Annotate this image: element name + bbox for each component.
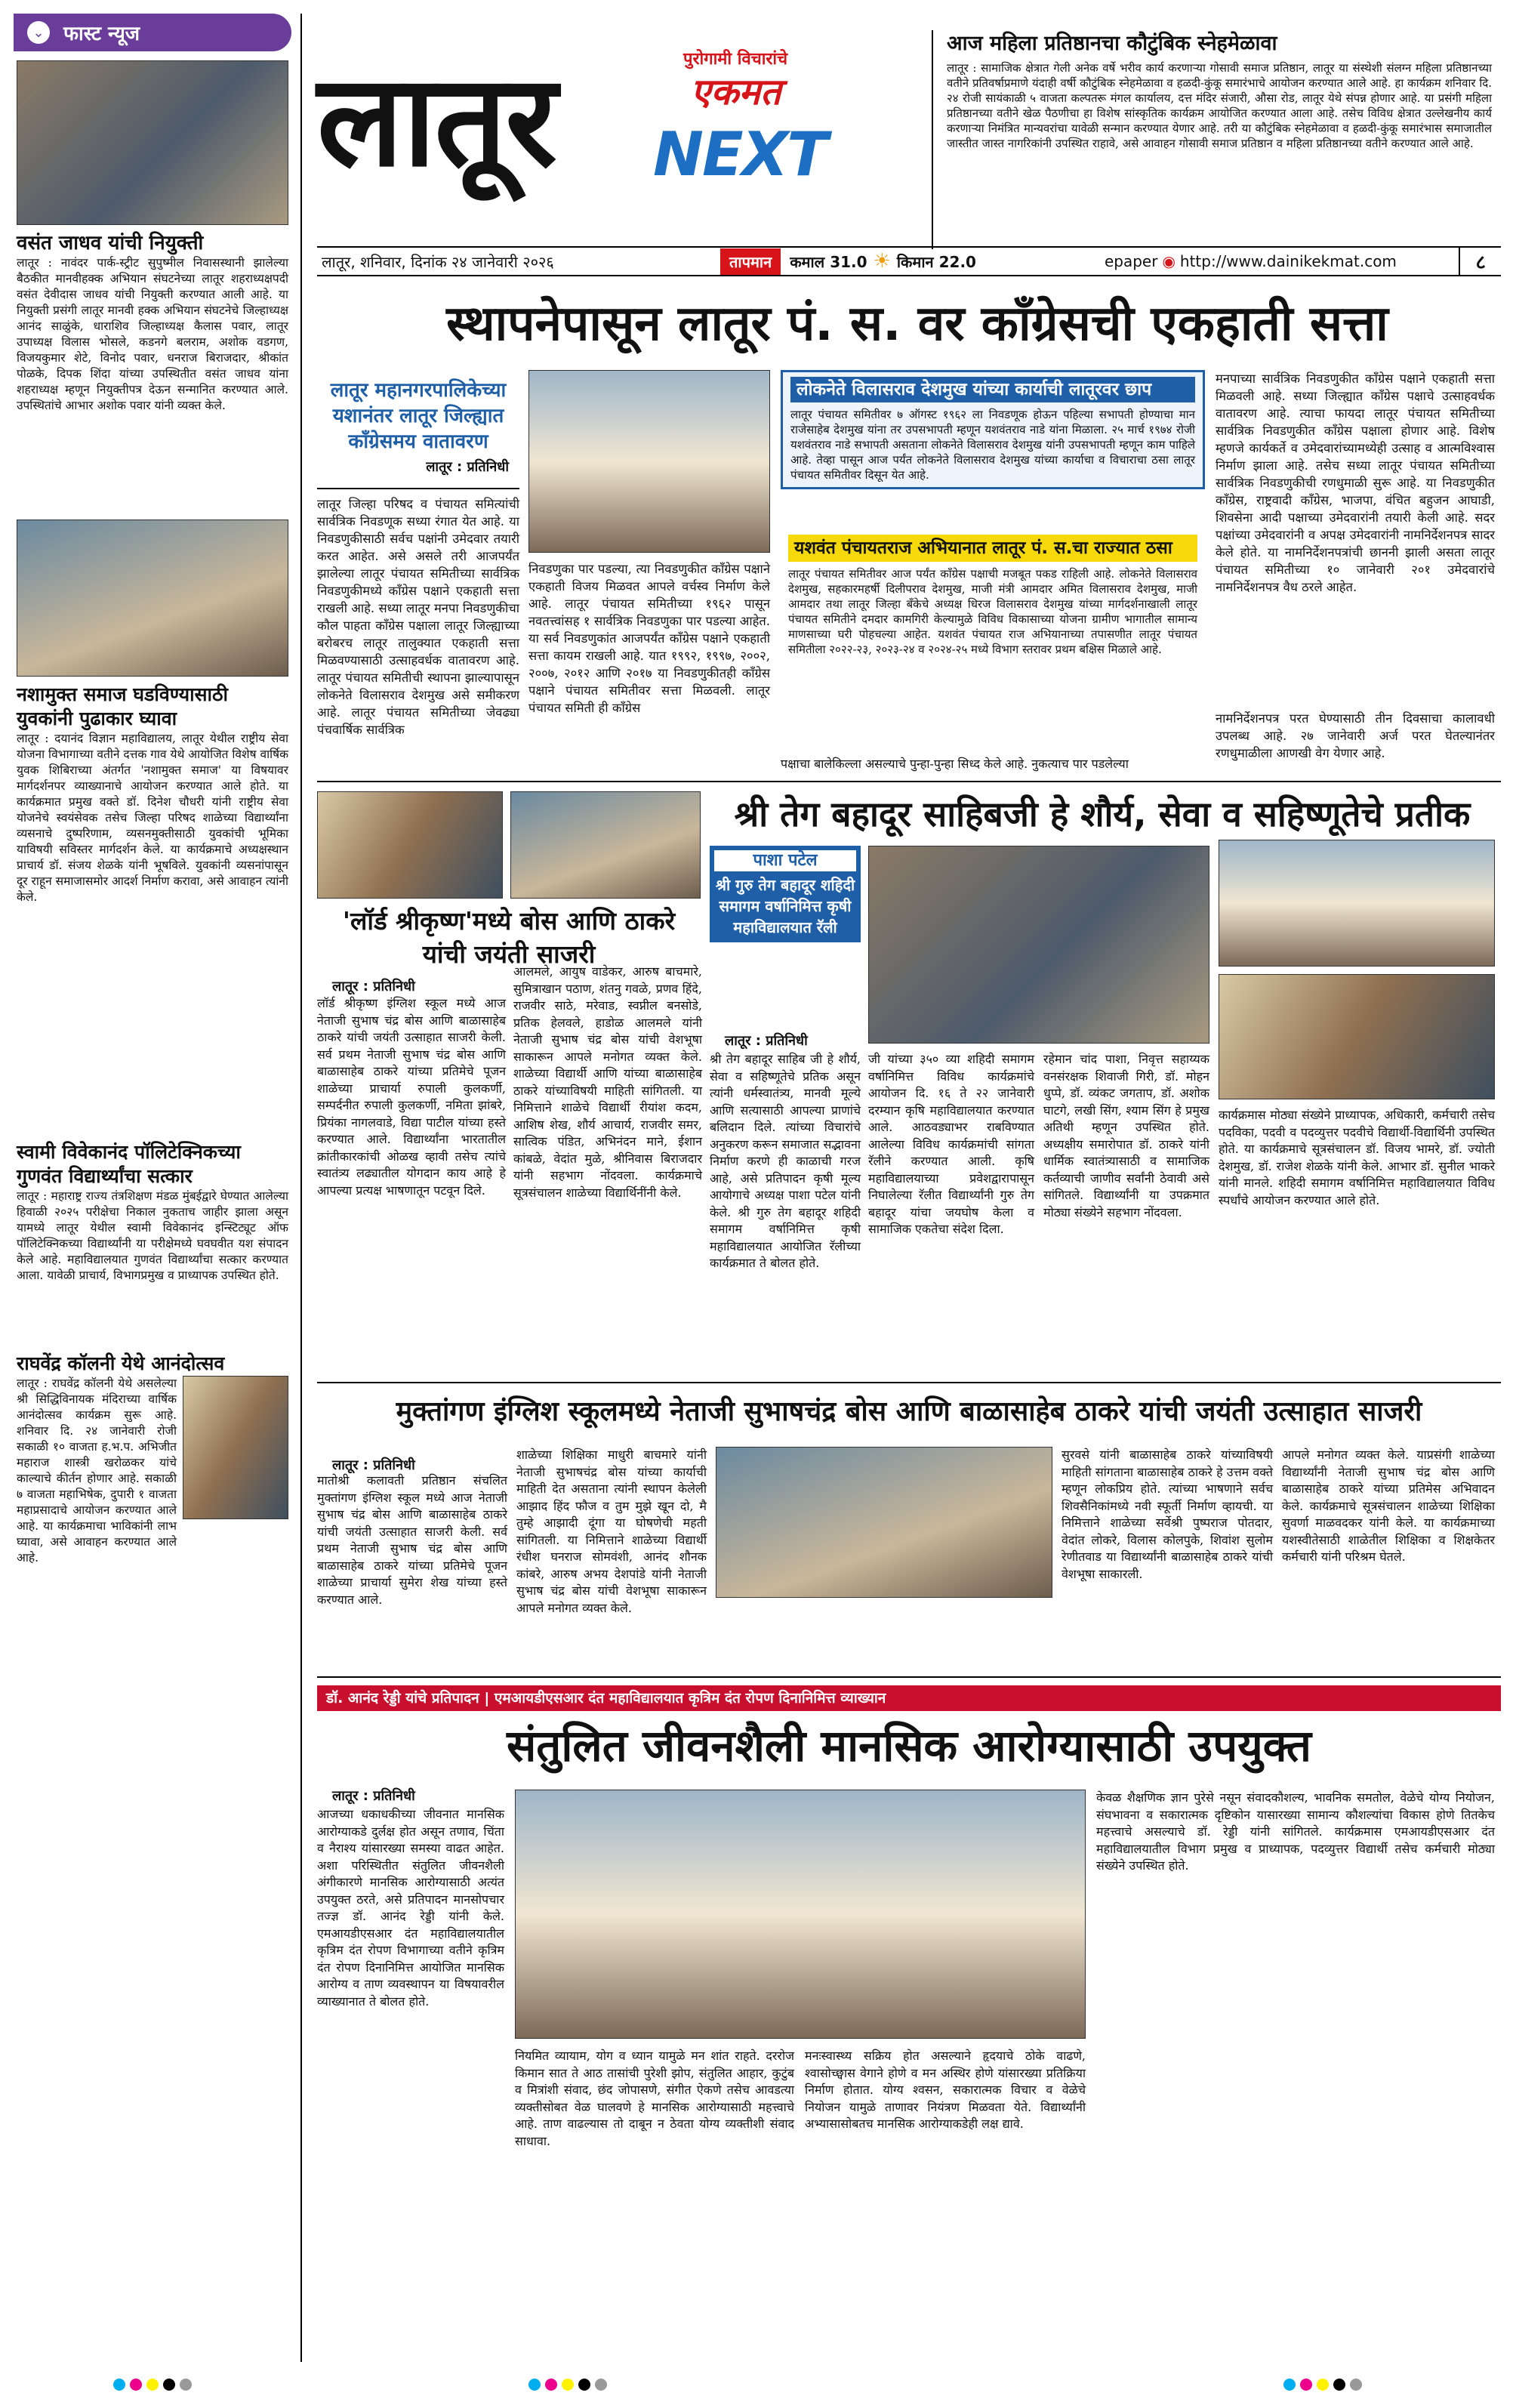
story3-photo-2 bbox=[510, 791, 701, 899]
page-number: ८ bbox=[1459, 248, 1501, 275]
story4-body3: सुरवसे यांनी बाळासाहेब ठाकरे यांच्याविषयी माहिती सांगताना बाळासाहेब ठाकरे हे उत्तम वक्ते म्हणून लोकप्रिय होते. त्यांच्या भाषणाने सर्वच शिवसैनिकांमध्ये नवी स्फूर्ती निर्माण व्हायची. या निमित्ताने शाळेच्या सर्वेश्री पुष्पराज पोतदार, वेदांत लोकरे, विलास कोलपुके, शिवांश सुलोम रेणीतवाड या विद्यार्थ्यांनी बाळासाहेब ठाकरे यांची वेशभूषा साकारली. bbox=[1062, 1448, 1273, 1581]
fast-news-item-2 bbox=[17, 683, 288, 905]
sidebar-divider bbox=[300, 14, 302, 2362]
story1-tail: पक्षाचा बालेकिल्ला असल्याचे पुन्हा-पुन्हा सिध्द केले आहे. नुकत्याच पार पडलेल्या bbox=[781, 757, 1129, 771]
story3-photo-1 bbox=[317, 791, 503, 899]
story1-col3: मनपाच्या सार्वत्रिक निवडणुकीत काँग्रेस पक्षाने एकहाती सत्ता मिळवली आहे. सध्या जिल्ह्यात काँग्रेस पक्षाचे उत्साहवर्धक वातावरण आहे. त्याचा फायदा लातूर पंचायत समितीच्या सार्वत्रिक निवडणुकीत काँग्रेस पक्षाला होणार आहे. विशेष म्हणजे कार्यकर्ते व उमेदवारांच्यामध्येही उत्साह व आत्मविश्वास निर्माण झाला आहे. तसेच सध्या लातूर पंचायत समितीच्या सार्वत्रिक निवडणुकीची रणधुमाळी सुरू आहे. या निवडणुकीत काँग्रेस, राष्ट्रवादी काँग्रेस, भाजपा, वंचित बहुजन आघाडी, शिवसेना आदी पक्षाच्या उमेदवारांनी तयारी केली आहे. सदर पक्षांच्या उमेदवारांनी व अपक्ष उमेदवारांनी नामनिर्देशनपत्र सादर केले होते. या नामनिर्देशनपत्रांची छाननी झाली असता लातूर पंचायत समितीच्या १० जानेवारी २०१ उमेदवारांचे नामनिर्देशनपत्र वैध ठरले आहेत. bbox=[1216, 372, 1495, 594]
story4-headline: मुक्तांगण इंग्लिश स्कूलमध्ये नेताजी सुभाषचंद्र बोस आणि बाळासाहेब ठाकरे यांची जयंती उत्साहात साजरी bbox=[396, 1396, 1422, 1427]
masthead-title: लातूर bbox=[317, 47, 556, 195]
fast-news-item-body: लातूर : महाराष्ट्र राज्य तंत्रशिक्षण मंडळ मुंबईद्वारे घेण्यात आलेल्या हिवाळी २०२५ परीक्षेचा निकाल नुकताच जाहीर झाला असून यामध्ये लातूर येथील स्वामी विवेकानंद इन्स्टिट्यूट ऑफ पॉलिटेक्निकच्या विद्यार्थ्यांनी या परीक्षेमध्ये घवघवीत यश संपादन केले आहे. महाविद्यालयात गुणवंत विद्यार्थ्यांचा सत्कार करण्यात आला. यावेळी प्राचार्य, विभागप्रमुख व प्राध्यापक उपस्थित होते. bbox=[17, 1189, 288, 1282]
fast-news-item-title: वसंत जाधव यांची नियुक्ती bbox=[17, 232, 204, 254]
website-link[interactable]: http://www.dainikekmat.com bbox=[1179, 252, 1397, 270]
story1-box2-title: यशवंत पंचायतराज अभियानात लातूर पं. स.चा राज्यात ठसा bbox=[788, 535, 1197, 562]
fast-news-item-title: राघवेंद्र कॉलनी येथे आनंदोत्सव bbox=[17, 1352, 225, 1374]
story1-box1-title: लोकनेते विलासराव देशमुख यांच्या कार्याची लातूरवर छाप bbox=[790, 377, 1195, 402]
story1-headline: स्थापनेपासून लातूर पं. स. वर काँग्रेसची एकहाती सत्ता bbox=[446, 296, 1388, 352]
dateline-bar bbox=[317, 246, 1501, 276]
story1-col1: लातूर जिल्हा परिषद व पंचायत समित्यांची सार्वत्रिक निवडणूक सध्या रंगात येत आहे. या निवडणुकीसाठी सर्वच पक्षांनी उमेदवार तयारी करत आहेत. असे असले तरी आजपर्यंत झालेल्या लातूर पंचायत समितीच्या सार्वत्रिक निवडणुकीमध्ये काँग्रेस पक्षाने एकहाती सत्ता राखली आहे. सध्या लातूर मनपा निवडणुकीचा कौल पाहता काँग्रेस पक्षाला लातूर जिल्ह्याच्या बरोबरच लातूर तालुक्यात एकहाती सत्ता मिळवण्यासाठी उत्साहवर्धक वातावरण आहे. लातूर पंचायत समितीची स्थापना झाल्यापासून लोकनेते विलासराव देशमुख असे समीकरण आहे. लातूर पंचायत समितीच्या जेवढ्या पंचवार्षिक सार्वत्रिक bbox=[317, 497, 519, 737]
story1-col4-end: नामनिर्देशनपत्र परत घेण्यासाठी तीन दिवसाचा कालावधी उपलब्ध आहे. २७ जानेवारी अर्ज परत घेतल्यानंतर रणधुमाळीला आणखी वेग येणार आहे. bbox=[1216, 711, 1495, 760]
story3-body1: लॉर्ड श्रीकृष्ण इंग्लिश स्कूल मध्ये आज नेताजी सुभाष चंद्र बोस आणि बाळासाहेब ठाकरे यांची जयंती उत्साहात साजरी केली. सर्व प्रथम नेताजी सुभाष चंद्र बोस आणि बाळासाहेब ठाकरे यांच्या प्रतिमेचे पूजन शाळेच्या प्राचार्या रुपाली कुलकर्णी, सम्पर्दनीत रुपाली कुलकर्णी, नमिता झांबरे, प्रियंका नागलवाडे, विद्या पाटील यांच्या हस्ते करण्यात आले. विद्यार्थ्यांना भारतातील क्रांतीकारकांची ओळख व्हावी तसेच त्यांचे स्वातंत्र्य लढ्यातील योगदान काय आहे हे आपल्या प्रत्यक्ष भाषणातून पटवून दिले. bbox=[317, 996, 506, 1198]
story5-strap: डॉ. आनंद रेड्डी यांचे प्रतिपादन | एमआयडीएसआर दंत महाविद्यालयात कृत्रिम दंत रोपण दिनानिमित्त व्याख्यान bbox=[317, 1685, 1501, 1711]
story5-body3: मनःस्वास्थ्य सक्रिय होत असल्याने हृदयाचे ठोके वाढणे, श्वासोच्छ्वास वेगाने होणे व मन अस्थिर होणे यांसारख्या प्रतिक्रिया निर्माण होतात. योग्य श्वसन, सकारात्मक विचार व वेळेचे नियोजन यामुळे ताणावर नियंत्रण मिळवता येते. विद्यार्थ्यांनी अभ्यासासोबतच मानसिक आरोग्याकडेही लक्ष द्यावे. bbox=[805, 2049, 1086, 2131]
registration-marks-right bbox=[1283, 2379, 1367, 2394]
story2-kicker: श्री गुरु तेग बहादूर शहिदी समागम वर्षानिमित्त कृषी महाविद्यालयात रॅली bbox=[715, 876, 855, 936]
story5-body2: नियमित व्यायाम, योग व ध्यान यामुळे मन शांत राहते. दररोज किमान सात ते आठ तासांची पुरेशी झोप, संतुलित आहार, कुटुंब व मित्रांशी संवाद, छंद जोपासणे, संगीत ऐकणे तसेच आवडत्या व्यक्तीसोबत वेळ घालवणे हे मानसिक आरोग्यासाठी महत्त्वाचे आहे. ताण वाढल्यास तो दाबून न ठेवता योग्य व्यक्तीशी संवाद साधावा. bbox=[515, 2049, 794, 2148]
story4-body1: मातोश्री कलावती प्रतिष्ठान संचलित मुक्तांगण इंग्लिश स्कूल मध्ये आज नेताजी सुभाष चंद्र बोस आणि बाळासाहेब ठाकरे यांची जयंती उत्साहात साजरी केली. सर्व प्रथम नेताजी सुभाष चंद्र बोस आणि बाळासाहेब ठाकरे यांच्या प्रतिमेचे पूजन शाळेच्या प्राचार्या सुमेरा शेख यांच्या हस्ते करण्यात आले. bbox=[317, 1473, 507, 1607]
registration-marks-center bbox=[528, 2379, 612, 2394]
story2-body3: रहेमान चांद पाशा, निवृत्त सहाय्यक वनसंरक्षक शिवाजी गिरी, डॉ. मोहन धुप्पे, डॉ. व्यंकट जगताप, डॉ. अशोक घाटगे, लखी सिंग, श्याम सिंग हे प्रमुख अतिथी म्हणून उपस्थित होते. अध्यक्षीय समारोपात डॉ. ठाकरे यांनी धार्मिक स्वातंत्र्यासाठी व सामाजिक कर्तव्याची जाणीव सर्वांनी ठेवावी असे सांगितले. विद्यार्थ्यांनी या उपक्रमात मोठ्या संख्येने सहभाग नोंदवला. bbox=[1043, 1052, 1209, 1219]
story5-body1: आजच्या धकाधकीच्या जीवनात मानसिक आरोग्याकडे दुर्लक्ष होत असून तणाव, चिंता व नैराश्य यांसारख्या समस्या वाढत आहेत. अशा परिस्थितीत संतुलित जीवनशैली अंगीकारणे मानसिक आरोग्यासाठी अत्यंत उपयुक्त ठरते, असे प्रतिपादन मानसोपचार तज्ज्ञ डॉ. आनंद रेड्डी यांनी केले. एमआयडीएसआर दंत महाविद्यालयातील कृत्रिम दंत रोपण विभागाच्या वतीने कृत्रिम दंत रोपण दिनानिमित्त आयोजित मानसिक आरोग्य व ताण व्यवस्थापन या विषयावरील व्याख्यानात ते बोलत होते. bbox=[317, 1807, 504, 2009]
globe-icon: ◉ bbox=[1162, 252, 1176, 270]
registration-marks-left bbox=[113, 2379, 196, 2394]
women-event-box bbox=[932, 30, 1492, 249]
story1-col2: निवडणुका पार पडल्या, त्या निवडणुकीत काँग्रेस पक्षाने एकहाती विजय मिळवत आपले वर्चस्व निर्माण केले आहे. लातूर पंचायत समितीच्या १९६२ पासून नवतत्त्वांसह १ सार्वत्रिक निवडणुका पार पडल्या आहेत. या सर्व निवडणुकांत आजपर्यंत काँग्रेस पक्षाने एकहाती सत्ता कायम राखली आहे. यात १९९२, १९९७, २००२, २००७, २०१२ आणि २०१७ या निवडणुकीतही काँग्रेस पक्षाने पंचायत समितीवर सत्ता मिळवली. लातूर पंचायत समिती ही काँग्रेस bbox=[528, 562, 770, 715]
story2-body1: श्री तेग बहादूर साहिब जी हे शौर्य, सेवा व सहिष्णूतेचे प्रतिक असून त्यांनी धर्मस्वातंत्र्य, मानवी मूल्ये आणि सत्यासाठी आपल्या प्राणांचे बलिदान दिले. त्यांच्या विचारांचे अनुकरण करून समाजात सद्भावना निर्माण करणे ही काळाची गरज आहे, असे प्रतिपादन कृषी मूल्य आयोगाचे अध्यक्ष पाशा पटेल यांनी केले. श्री गुरु तेग बहादूर शहिदी समागम वर्षानिमित्त कृषी महाविद्यालयात आयोजित रॅलीच्या कार्यक्रमात ते बोलत होते. bbox=[710, 1052, 861, 1270]
section-divider bbox=[317, 1676, 1501, 1678]
story4-body4: आपले मनोगत व्यक्त केले. याप्रसंगी शाळेच्या विद्यार्थ्यांनी नेताजी सुभाष चंद्र बोस आणि बाळासाहेब ठाकरे यांच्या प्रतिमेस अभिवादन केले. कार्यक्रमाचे सूत्रसंचालन शाळेच्या शिक्षिका सुवर्णा माळवदकर यांनी केले. या कार्यक्रमाच्या यशस्वीतेसाठी शाळेतील शिक्षिका व शिक्षकेतर कर्मचारी यांनी परिश्रम घेतले. bbox=[1282, 1448, 1495, 1564]
dateline: लातूर, शनिवार, दिनांक २४ जानेवारी २०२६ bbox=[322, 252, 554, 271]
story4-byline: लातूर : प्रतिनिधी bbox=[332, 1457, 415, 1473]
fast-news-item-title: स्वामी विवेकानंद पॉलिटेक्निकच्या गुणवंत विद्यार्थ्यांचा सत्कार bbox=[17, 1141, 241, 1187]
fast-news-photo-2 bbox=[17, 520, 288, 677]
fast-news-photo-3 bbox=[183, 1376, 288, 1519]
story3-byline: लातूर : प्रतिनिधी bbox=[332, 979, 415, 994]
masthead-next-logo: NEXT bbox=[653, 119, 827, 190]
story5-photo bbox=[515, 1790, 1086, 2039]
fast-news-item-body: लातूर : दयानंद विज्ञान महाविद्यालय, लातूर येथील राष्ट्रीय सेवा योजना विभागाच्या वतीने दत्तक गाव येथे आयोजित विशेष वार्षिक युवक शिबिराच्या अंतर्गत 'नशामुक्त समाज' या विषयावर मार्गदर्शनपर व्याख्यानाचे आयोजन करण्यात आले होते. या कार्यक्रमात प्रमुख वक्ते डॉ. दिनेश चौधरी यांनी राष्ट्रीय सेवा योजनेचे स्वयंसेवक तसेच जिल्हा परिषद शाळेच्या विद्यार्थ्यांना व्यसनाचे दुष्परिणाम, व्यसनमुक्तीसाठी युवकांची भूमिका याविषयी सविस्तर मार्गदर्शन केले. या कार्यक्रमाचे अध्यक्षस्थान प्राचार्य डॉ. संजय शेळके यांनी भूषविले. युवकांनी व्यसनांपासून दूर राहून समाजासमोर आदर्श निर्माण करावा, असे आवाहन त्यांनी केले. bbox=[17, 732, 288, 904]
story2-body4: कार्यक्रमास मोठ्या संख्येने प्राध्यापक, अधिकारी, कर्मचारी तसेच पदविका, पदवी व पदव्युत्तर पदवीचे विद्यार्थी-विद्यार्थिनी उपस्थित होते. या कार्यक्रमाचे सूत्रसंचालन डॉ. विजय भामरे, डॉ. ज्योती देशमुख, डॉ. राजेश शेळके यांनी केले. आभार डॉ. सुनील भाकरे यांनी मानले. शहिदी समागम वर्षानिमित्त महाविद्यालयात विविध स्पर्धांचे आयोजन करण्यात आले होते. bbox=[1219, 1108, 1495, 1207]
story1-kicker: लातूर महानगरपालिकेच्या यशानंतर लातूर जिल्ह्यात काँग्रेसमय वातावरण bbox=[330, 379, 507, 453]
story1-box2-body: लातूर पंचायत समितीवर आज पर्यंत काँग्रेस पक्षाची मजबूत पकड राहिली आहे. लोकनेते विलासराव देशमुख, सहकारमहर्षी दिलीपराव देशमुख, माजी मंत्री आमदार अमित विलासराव देशमुख, माजी आमदार तथा लातूर जिल्हा बँकेचे अध्यक्ष धिरज विलासराव देशमुख यांच्या मार्गदर्शनाखाली लातूर पंचायत समितीने दमदार कामगिरी केल्यामुळे विविध विकासाच्या योजना ग्रामीण भागातील सामान्य माणसाच्या घरी पोहचल्या आहेत. यशवंत पंचायत राज अभियानाच्या तपासणीत लातूर पंचायत समितीला २०२२-२३, २०२३-२४ व २०२४-२५ मध्ये विभाग स्तरावर प्रथम बक्षिस मिळाले आहे. bbox=[788, 567, 1197, 656]
fast-news-label: फास्ट न्यूज bbox=[63, 23, 140, 45]
story2-photo-poster bbox=[1219, 840, 1495, 967]
story1-byline: लातूर : प्रतिनिधी bbox=[426, 459, 509, 475]
epaper-label: epaper bbox=[1104, 252, 1158, 270]
story2-author: पाशा पटेल bbox=[714, 850, 856, 871]
temperature-label: तापमान bbox=[720, 248, 781, 275]
fast-news-item-1 bbox=[17, 231, 288, 414]
story1-photo bbox=[528, 370, 770, 553]
story5-byline: लातूर : प्रतिनिधी bbox=[332, 1788, 415, 1804]
fast-news-item-4 bbox=[17, 1352, 288, 1566]
story2-headline: श्री तेग बहादूर साहिबजी हे शौर्य, सेवा व सहिष्णूतेचे प्रतीक bbox=[734, 794, 1471, 834]
fast-news-item-title: नशामुक्त समाज घडविण्यासाठी युवकांनी पुढाकार घ्यावा bbox=[17, 683, 228, 729]
story2-kicker-box bbox=[710, 846, 861, 942]
story1-box2 bbox=[781, 530, 1205, 661]
women-event-title: आज महिला प्रतिष्ठानचा कौटुंबिक स्नेहमेळावा bbox=[947, 32, 1277, 55]
story1-kicker-box bbox=[317, 370, 519, 489]
story5-headline: संतुलित जीवनशैली मानसिक आरोग्यासाठी उपयुक्त bbox=[507, 1720, 1311, 1771]
story2-photo-1 bbox=[868, 846, 1209, 1044]
sun-icon: ☀ bbox=[873, 250, 891, 273]
women-event-body: लातूर : सामाजिक क्षेत्रात गेली अनेक वर्षे भरीव कार्य करणाऱ्या गोसावी समाज प्रतिष्ठान, लातूर या संस्थेशी संलग्न महिला प्रतिष्ठानच्या वतीने प्रतिवर्षाप्रमाणे यंदाही वर्षी कौटुंबिक स्नेहमेळावा व हळदी-कुंकू समारंभाचे आयोजन करण्यात आले आहे. हा कार्यक्रम शनिवार दि. २४ रोजी सायंकाळी ५ वाजता कल्पतरू मंगल कार्यालय, दत्त मंदिर संजारी, औसा रोड, लातूर येथे संपन्न होणार आहे. या प्रसंगी महिला प्रतिष्ठानच्या वतीने खेळ पैठणीचा हा विशेष सांस्कृतिक कार्यक्रम आयोजित करण्यात आला आहे. तसेच विविध क्षेत्रात उल्लेखनीय कार्य करणाऱ्या निमंत्रित मान्यवरांचा यावेळी सन्मान करण्यात येणार आहे. तरी या कौटुंबिक स्नेहमेळावा व हळदी-कुंकू समारंभास समाजातील जास्तीत जास्त नागरिकांनी उपस्थित राहावे, असे आवाहन गोसावी समाज प्रतिष्ठान व महिला प्रतिष्ठानच्या वतीने करण्यात आले आहे. bbox=[947, 61, 1492, 150]
story3-body2: आलमले, आयुष वाडेकर, आरुष बाचमारे, सुमित्राखान पठाण, शंतनु गवळे, प्रणव हिंदे, राजवीर साठे, मरेवाड, स्वप्नील बनसोडे, प्रतिक हेलवले, हाडोळ आलमले यांनी नेताजी सुभाष चंद्र बोस यांची वेशभूषा साकारून आपले मनोगत व्यक्त केले. शाळेच्या विद्यार्थी आणि यांच्या बाळासाहेब ठाकरे यांच्याविषयी माहिती सांगितली. या निमित्ताने शाळेचे विद्यार्थी रीयांश कदम, आशिष शेख, शौर्य आचार्य, राजवीर समर, सात्विक पंडित, अभिनंदन माने, ईशान कांबळे, वेदांत मुळे, श्रीनिवास बिराजदार यांनी सहभाग नोंदवला. कार्यक्रमाचे सूत्रसंचालन शाळेच्या विद्यार्थिनींनी केले. bbox=[513, 964, 702, 1200]
section-divider bbox=[317, 781, 1501, 782]
section-divider bbox=[317, 1382, 1501, 1383]
story3-headline: 'लॉर्ड श्रीकृष्ण'मध्ये बोस आणि ठाकरे यांची जयंती साजरी bbox=[342, 906, 676, 969]
story5-body4: केवळ शैक्षणिक ज्ञान पुरेसे नसून संवादकौशल्य, भावनिक समतोल, वेळेचे योग्य नियोजन, संघभावना व सकारात्मक दृष्टिकोन यासारख्या सामान्य कौशल्यांचा विकास होणे तितकेच महत्त्वाचे असल्याचे डॉ. रेड्डी यांनी सांगितले. कार्यक्रमास एमआयडीएसआर दंत महाविद्यालयातील विभाग प्रमुख व प्राध्यापक, पदव्युत्तर विद्यार्थी तसेच कर्मचारी मोठ्या संख्येने उपस्थित होते. bbox=[1096, 1790, 1495, 1873]
temperature-max: कमाल 31.0 bbox=[790, 252, 867, 271]
story4-body2: शाळेच्या शिक्षिका माधुरी बाचमारे यांनी नेताजी सुभाषचंद्र बोस यांच्या कार्याची माहिती देत असताना त्यांनी स्थापन केलेली आझाद हिंद फौज व तुम मुझे खून दो, मै तुम्हे आझादी दूंगा या घोषणेची महती सांगितली. या निमित्ताने शाळेच्या विद्यार्थी रंधीश घनराज सोमवंशी, आनंद शौनक कांबरे, आरुष अभय देशपांडे यांनी नेताजी सुभाष चंद्र बोस यांची वेशभूषा साकारून आपले मनोगत व्यक्त केले. bbox=[516, 1448, 707, 1615]
masthead-brand-logo: एकमत bbox=[691, 71, 781, 113]
fast-news-photo-1 bbox=[17, 60, 288, 225]
fast-news-tab[interactable] bbox=[14, 14, 291, 51]
story2-body2: जी यांच्या ३५० व्या शहिदी समागम वर्षानिमित्त विविध कार्यक्रमांचे आयोजन दि. १६ ते २२ जानेवारी दरम्यान कृषि महाविद्यालयात करण्यात आले. आठवड्याभर राबविण्यात आलेल्या विविध कार्यक्रमांची सांगता रॅलीने करण्यात आली. कृषि महाविद्यालयाच्या प्रवेशद्वारापासून निघालेल्या रॅलीत विद्यार्थ्यांनी गुरु तेग बहादूर यांचा जयघोष केला व सामाजिक एकतेचा संदेश दिला. bbox=[868, 1052, 1034, 1236]
story4-photo bbox=[716, 1447, 1052, 1598]
temperature-min: किमान 22.0 bbox=[896, 252, 976, 271]
story2-photo-2 bbox=[1219, 974, 1495, 1099]
fast-news-item-body: लातूर : राघवेंद्र कॉलनी येथे असलेल्या श्री सिद्धिविनायक मंदिराच्या वार्षिक आनंदोत्सव कार्यक्रम सुरू आहे. शनिवार दि. २४ जानेवारी रोजी सकाळी १० वाजता ह.भ.प. अभिजीत महाराज शास्त्री खरोळकर यांचे काल्याचे कीर्तन होणार आहे. सकाळी ७ वाजता महाभिषेक, दुपारी १ वाजता महाप्रसादाचे आयोजन करण्यात आले आहे. या कार्यक्रमाचा भाविकांनी लाभ घ्यावा, असे आवाहन करण्यात आले आहे. bbox=[17, 1377, 177, 1565]
masthead-brand-tagline: पुरोगामी विचारांचे bbox=[683, 50, 788, 69]
fast-news-item-body: लातूर : नावंदर पार्क-स्ट्रीट सुपुष्मील निवासस्थानी झालेल्या बैठकीत मानवीहक्क अभियान संघटनेच्या लातूर शहराध्यक्षपदी वसंत देवीदास जाधव यांची नियुक्ती करण्यात आली आहे. या नियुक्ती प्रसंगी लातूर मानवी हक्क अभियान संघटनेचे जिल्हाध्यक्ष आनंद साळुंके, धाराशिव जिल्हाध्यक्ष कैलास पवार, लातूर उपाध्यक्ष विलास भोसले, कडनगे बलराम, अशोक वडगण, विजयकुमार शेटे, विनोद पवार, धनराज बिराजदार, श्रीकांत पोळके, दिपक शिंदा यांच्या उपस्थितीत वसंत जाधव यांना शहराध्यक्ष म्हणून नियुक्तीपत्र देऊन सन्मानित करण्यात आले. उपस्थितांचे आभार अशोक पवार यांनी व्यक्त केले. bbox=[17, 256, 288, 412]
chevron-down-icon: ⌄ bbox=[27, 21, 50, 44]
story1-box1-body: लातूर पंचायत समितीवर ७ ऑगस्ट १९६२ ला निवडणूक होऊन पहिल्या सभापती होण्याचा मान राजेसाहेब देशमुख यांना तर उपसभापती म्हणून यशवंतराव नाडे यांना मिळाला. २५ मार्च १९७४ रोजी यशवंतराव नाडे सभापती असताना लोकनेते विलासराव देशमुख यांनी उपसभापती म्हणून काम पाहिले आहे. तेव्हा पासून आज पर्यंत लोकनेते विलासराव देशमुख यांच्या कार्याचा व विचाराचा ठसा लातूर पंचायत समितीवर दिसून येत आहे. bbox=[790, 408, 1195, 482]
story2-byline: लातूर : प्रतिनिधी bbox=[725, 1033, 808, 1049]
story1-box1 bbox=[781, 370, 1205, 489]
fast-news-item-3 bbox=[17, 1140, 288, 1284]
